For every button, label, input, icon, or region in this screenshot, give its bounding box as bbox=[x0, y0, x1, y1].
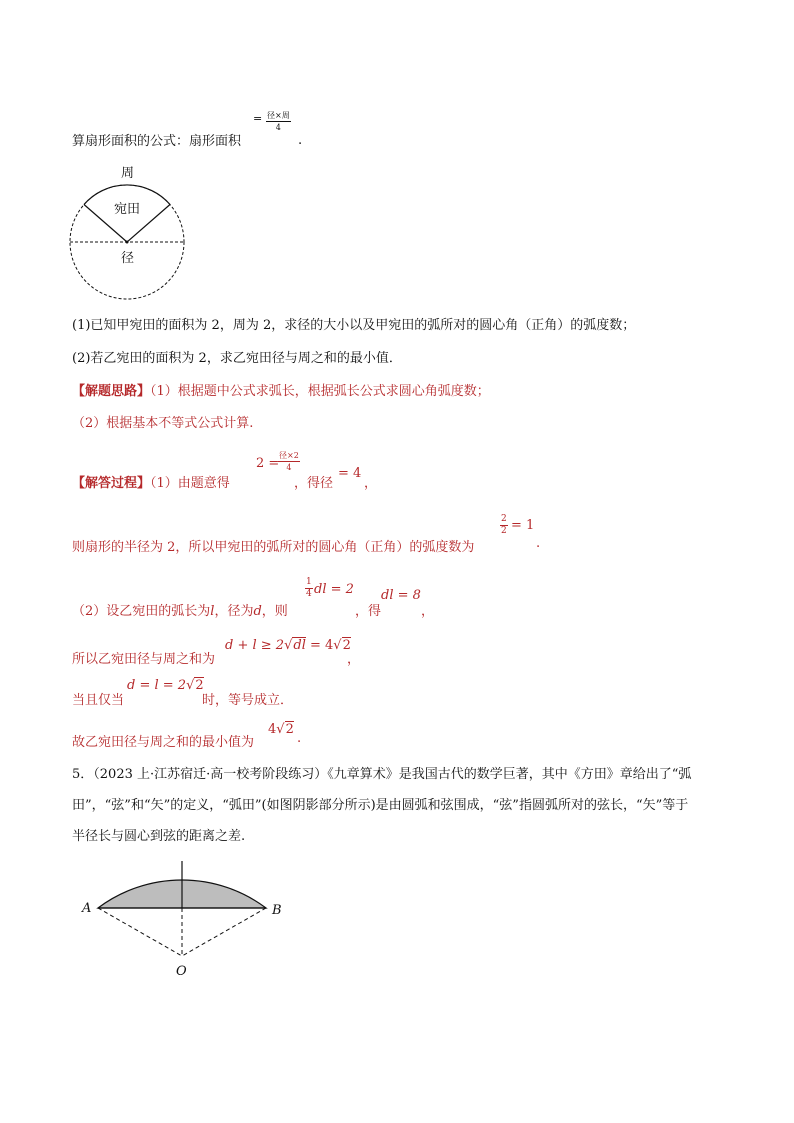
p5-math-a: d = l = 2 bbox=[127, 678, 187, 693]
problem5-line2: 田”，“弦”和“矢”的定义，“弧田”(如图阴影部分所示)是由圆弧和弦围成，“弦”指圆弧所对的弦长，“矢”等于 bbox=[72, 798, 689, 813]
p5-end: 时，等号成立． bbox=[202, 693, 294, 708]
p3-get: ，得 bbox=[355, 604, 382, 619]
p4-math-b: = 4 bbox=[305, 638, 334, 653]
p3-frac-den: 4 bbox=[306, 589, 312, 599]
p6-math-sqrt: 2 bbox=[285, 722, 294, 737]
p1-eq-left: 2 = bbox=[256, 456, 280, 471]
process-p1-text: （1）由题意得 bbox=[150, 476, 230, 491]
p1-frac-den: 4 bbox=[286, 463, 292, 472]
p1-frac-num: 径×2 bbox=[279, 451, 299, 460]
p6-math: 4√2 bbox=[268, 722, 294, 737]
formula-suffix: . bbox=[298, 133, 303, 148]
p6-end: . bbox=[297, 731, 302, 746]
label-o: O bbox=[176, 964, 187, 979]
formula-line bbox=[72, 130, 241, 149]
center-point bbox=[126, 241, 129, 244]
idea-text-1: （1）根据题中公式求弧长，根据弧长公式求圆心角弧度数； bbox=[150, 384, 490, 399]
p3-then: ，则 bbox=[261, 604, 288, 619]
p3-eq1: dl = 2 bbox=[314, 582, 354, 597]
process-p2-text: 则扇形的半径为 2，所以甲宛田的弧所对的圆心角（正角）的弧度数为 bbox=[72, 540, 475, 555]
p2-eq: = 1 bbox=[511, 518, 535, 533]
p2-fraction bbox=[500, 514, 508, 537]
p3-mid: ，径为 bbox=[214, 604, 254, 619]
idea-tag: 【解题思路】 bbox=[72, 384, 151, 399]
p5-text: 当且仅当 bbox=[72, 693, 125, 708]
radius-ob bbox=[182, 908, 266, 956]
p1-fraction bbox=[278, 450, 300, 473]
p4-math: d + l ≥ 2√dl = 4√2 bbox=[225, 638, 351, 653]
formula-prefix: 算扇形面积的公式：扇形面积 bbox=[72, 134, 242, 149]
p4-text: 所以乙宛田径与周之和为 bbox=[72, 652, 216, 667]
arc-field-figure bbox=[74, 855, 299, 985]
formula-frac-den: 4 bbox=[275, 123, 281, 132]
p6-text: 故乙宛田径与周之和的最小值为 bbox=[72, 735, 255, 750]
p3-eq2: dl = 8 bbox=[381, 588, 421, 603]
label-a: A bbox=[82, 901, 92, 916]
radius-oa bbox=[98, 908, 182, 956]
problem5-line3: 半径长与圆心到弦的距离之差. bbox=[72, 829, 246, 844]
wantian-figure bbox=[64, 160, 196, 302]
p2-frac-den: 2 bbox=[501, 526, 507, 536]
p2-end: . bbox=[536, 536, 541, 551]
process-line3 bbox=[72, 600, 288, 619]
p3-fraction bbox=[305, 577, 313, 600]
p4-math-sqrt2: 2 bbox=[342, 638, 351, 653]
formula-eq: = bbox=[253, 112, 263, 125]
p2-frac-num: 2 bbox=[501, 514, 507, 524]
p3-frac-num: 1 bbox=[306, 577, 312, 587]
label-b: B bbox=[272, 903, 282, 918]
idea-text-2: （2）根据基本不等式公式计算. bbox=[72, 416, 254, 431]
label-wantian: 宛田 bbox=[114, 202, 141, 217]
process-tag: 【解答过程】 bbox=[72, 476, 151, 491]
p1-eq-right: = 4 bbox=[338, 466, 362, 481]
problem5-line1: 5．（2023 上·江苏宿迁·高一校考阶段练习）《九章算术》是我国古代的数学巨著，其中《方田》章给出了“弧 bbox=[72, 767, 692, 782]
p1-end: ， bbox=[364, 476, 378, 491]
p4-math-a: d + l ≥ 2 bbox=[225, 638, 285, 653]
p5-math-sqrt: 2 bbox=[195, 678, 204, 693]
question-1: (1)已知甲宛田的面积为 2，周为 2，求径的大小以及甲宛田的弧所对的圆心角（正角）的弧度数； bbox=[72, 318, 636, 333]
p4-end: ， bbox=[347, 652, 361, 667]
solution-idea-line1 bbox=[72, 380, 490, 399]
process-line1 bbox=[72, 472, 230, 491]
label-jing: 径 bbox=[121, 251, 135, 266]
p3-end: ， bbox=[421, 604, 435, 619]
p6-math-a: 4 bbox=[268, 722, 277, 737]
p3-text: （2）设乙宛田的弧长为 bbox=[72, 604, 211, 619]
formula-fraction bbox=[266, 110, 291, 133]
question-2: (2)若乙宛田的面积为 2，求乙宛田径与周之和的最小值． bbox=[72, 351, 402, 366]
p1-mid: ，得径 bbox=[294, 476, 334, 491]
p3-d: d bbox=[253, 604, 262, 619]
p4-math-sqrt: dl bbox=[293, 638, 306, 653]
formula-frac-num: 径×周 bbox=[267, 111, 290, 120]
p5-math: d = l = 2√2 bbox=[127, 678, 204, 693]
label-zhou: 周 bbox=[121, 166, 135, 181]
p3-l: l bbox=[210, 604, 215, 619]
